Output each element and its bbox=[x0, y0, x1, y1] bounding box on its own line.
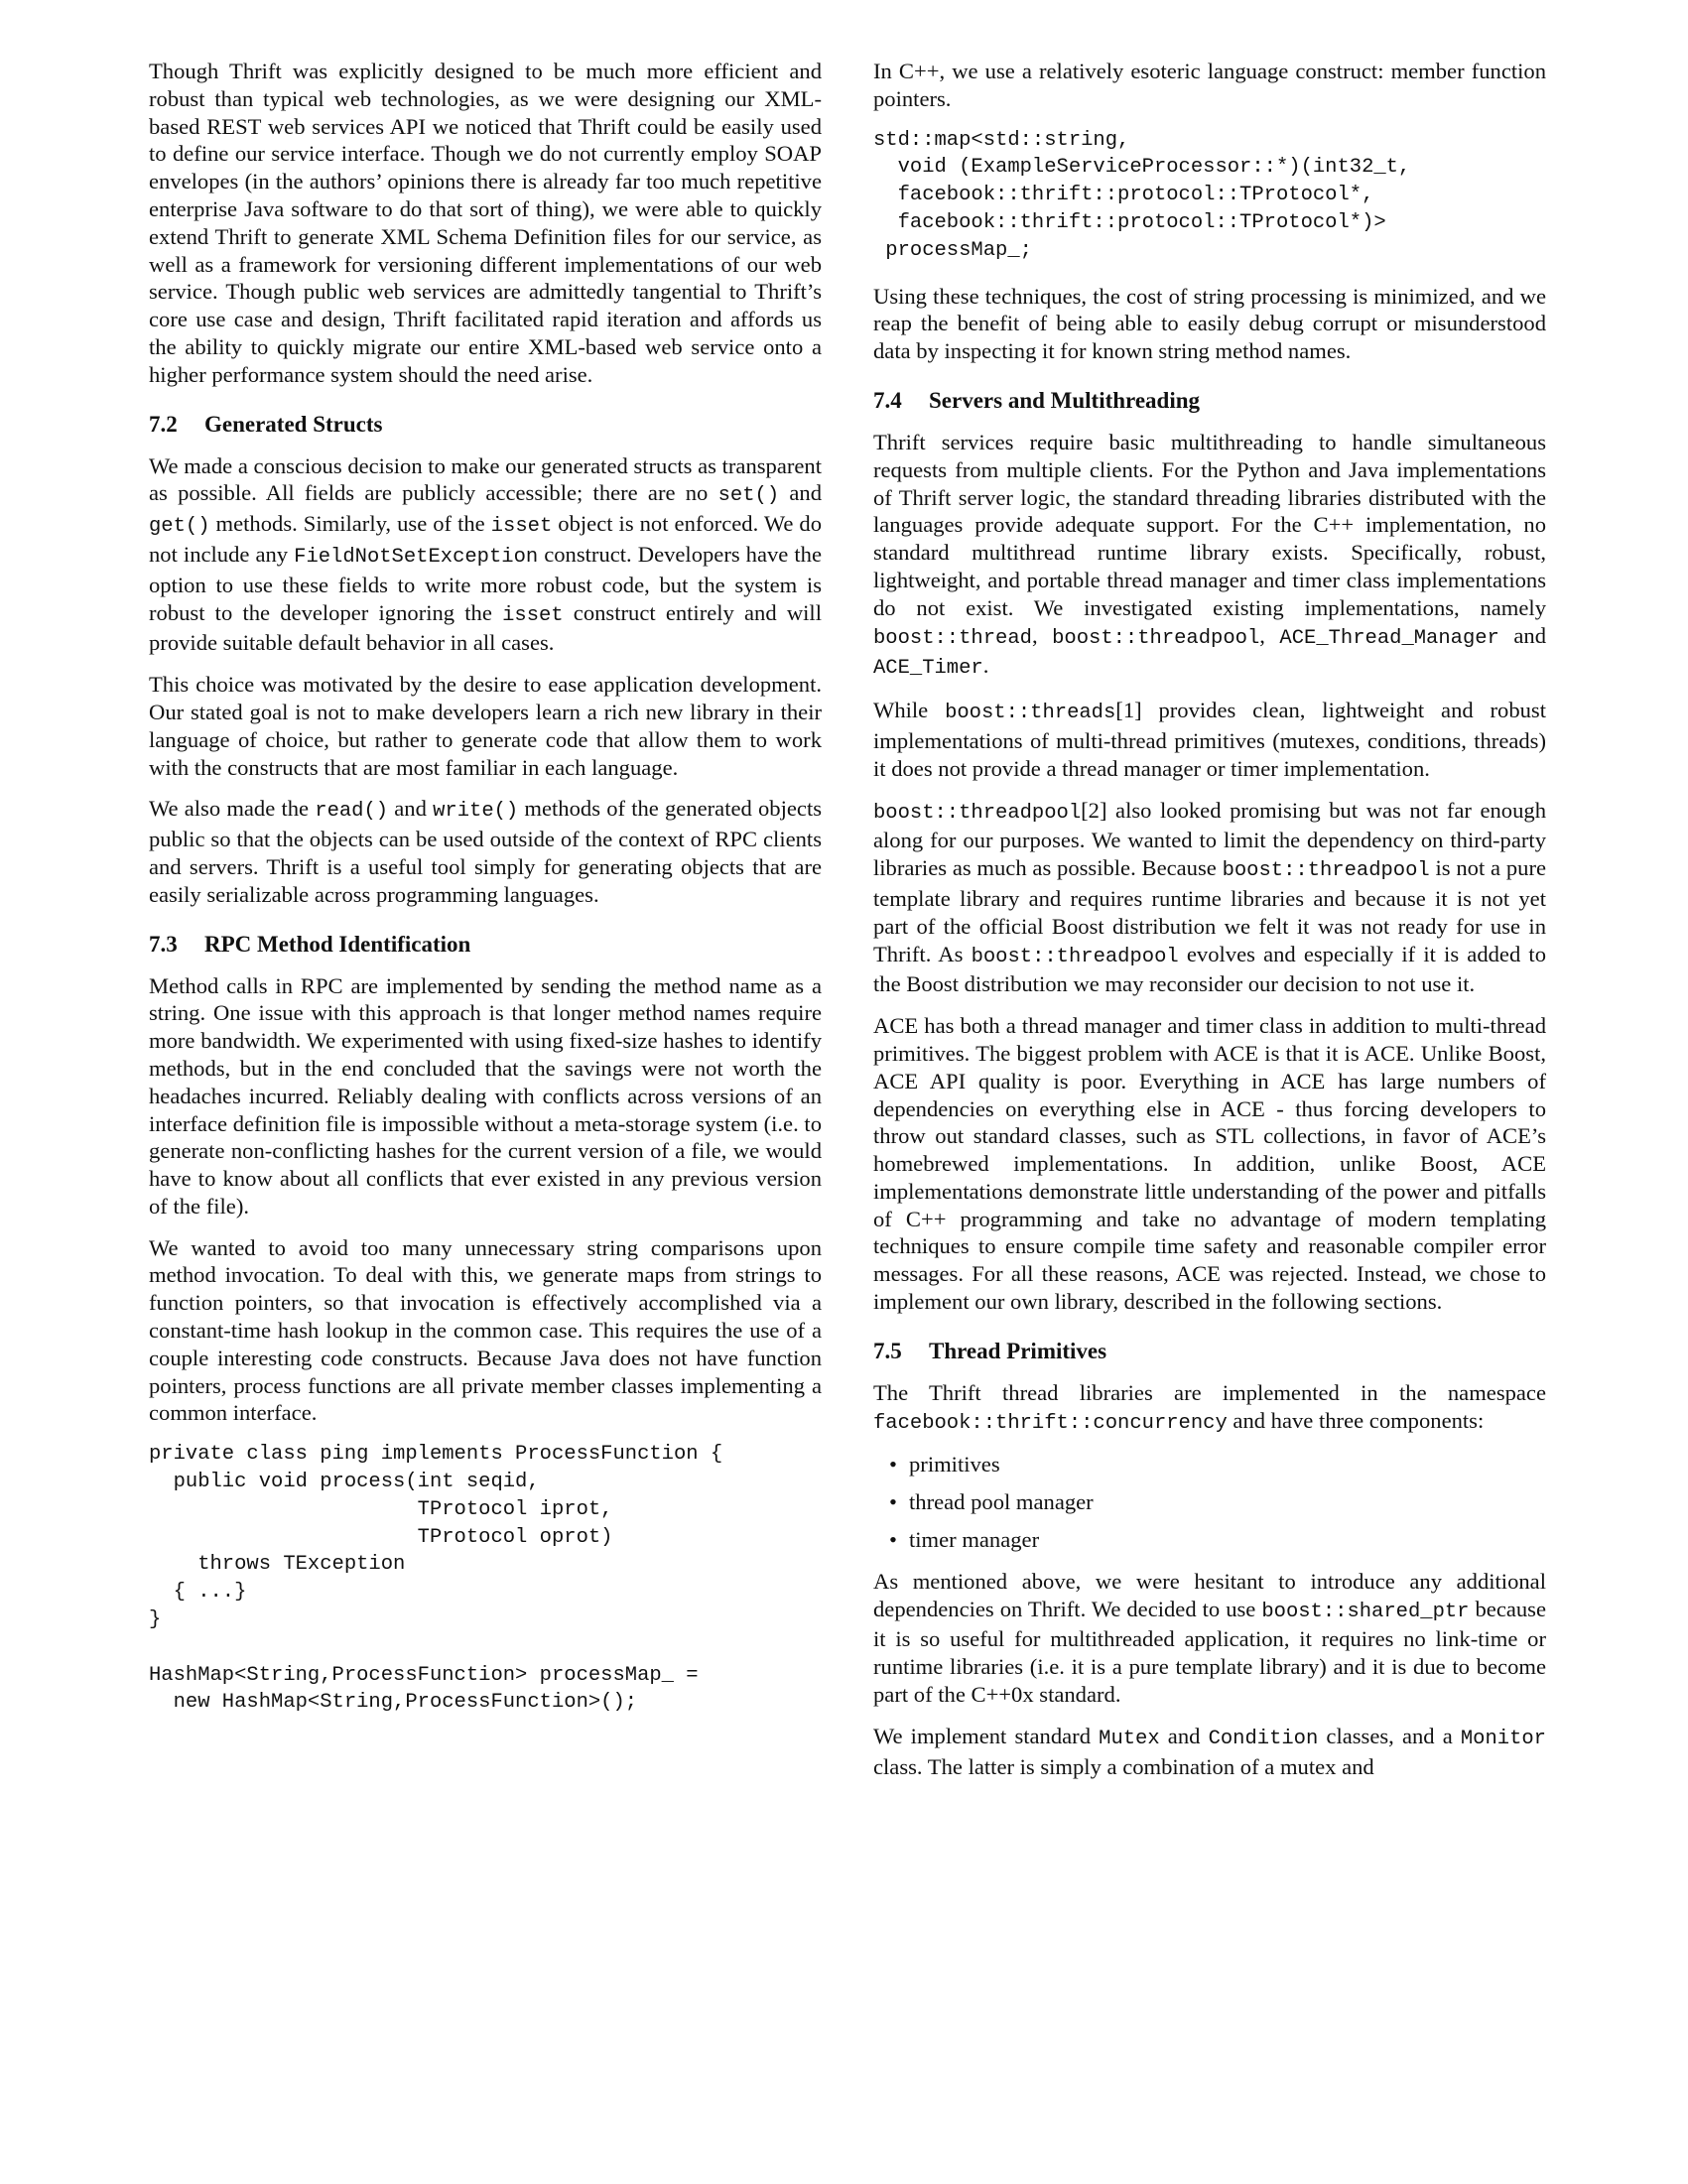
text: methods of the generated objects public so that the objects can be used outside of the context of RPC clients and servers. Thrift is a useful tool simply for generating objects that are easily serializable across programming languages. bbox=[149, 796, 823, 907]
left-column bbox=[149, 58, 822, 1734]
text: Though Thrift was explicitly designed to be much more efficient and robust than typical web technologies, as we were designing our XML-based REST web services API we noticed that Thrift could be easily used to define our service interface. Though we do not currently employ SOAP envelopes (in the authors’ opinions there is already far too much repetitive enterprise Java software to do that sort of thing), we were able to quickly extend Thrift to generate XML Schema Definition files for our service, as well as a framework for versioning different implementations of our web service. Though public web services are admittedly tangential to Thrift’s core use case and design, Thrift facilitated rapid iteration and affords us the ability to quickly migrate our entire XML-based web service onto a higher performance system should the need arise. bbox=[149, 59, 822, 387]
text: In C++, we use a relatively esoteric language construct: member function pointers. bbox=[873, 59, 1546, 111]
text: object is not enforced. We do not include any bbox=[149, 511, 823, 567]
code-inline: facebook::thrift::concurrency bbox=[873, 1411, 1228, 1435]
text: classes, and a bbox=[1318, 1723, 1461, 1748]
code-inline: Condition bbox=[1208, 1727, 1319, 1750]
text: and bbox=[779, 480, 822, 506]
code-inline: boost::threadpool bbox=[1052, 626, 1260, 650]
section-heading-7-5 bbox=[873, 1338, 1546, 1365]
text: is not a pure template library and requires runtime libraries and because it is not yet part of the official Boost distribution we felt it was not ready for use in Thrift. As bbox=[873, 855, 1546, 966]
text: We made a conscious decision to make our generated structs as transparent as possible. All fields are publicly accessible; there are no bbox=[149, 452, 822, 506]
section-number: 7.2 bbox=[149, 411, 178, 437]
text: We wanted to avoid too many unnecessary string comparisons upon method invocation. To deal with this, we generate maps from strings to function pointers, so that invocation is effectively accomplished via a constant-time hash lookup in the common case. This requires the use of a couple interesting code constructs. Because Java does not have function pointers, process functions are all private member classes implementing a common interface. bbox=[149, 1234, 822, 1426]
section-heading-7-3 bbox=[149, 931, 822, 959]
code-inline: boost::threads bbox=[945, 702, 1116, 725]
code-inline: FieldNotSetException bbox=[294, 545, 539, 569]
paragraph-thread-primitives-1 bbox=[873, 1379, 1546, 1438]
text: . bbox=[982, 653, 989, 679]
code-inline: write() bbox=[433, 800, 519, 824]
text: methods. Similarly, use of the bbox=[209, 511, 491, 537]
bullet-icon: • bbox=[889, 1527, 897, 1553]
paragraph-multithreading-1 bbox=[873, 429, 1546, 683]
list-item bbox=[889, 1451, 1546, 1478]
text: Thrift services require basic multithreading to handle simultaneous requests from multiple clients. For the Python and Java implementations of Thrift server logic, the standard threading libraries distributed with the languages provide adequate support. For the C++ implementation, no standard multithread runtime library exists. Specifically, robust, lightweight, and portable thread manager and timer class implementations do not exist. We investigated existing implementations, namely bbox=[873, 429, 1546, 620]
text: because it is so useful for multithreaded application, it requires no link-time or runtime libraries (i.e. it is a pure template library) and it is due to become part of the C++0x standard. bbox=[873, 1596, 1546, 1708]
code-inline: boost::thread bbox=[873, 626, 1032, 650]
paragraph-string-cost bbox=[873, 283, 1546, 365]
paragraph-rpc-method-1 bbox=[149, 972, 822, 1220]
paragraph-thread-primitives-3 bbox=[873, 1723, 1546, 1781]
paragraph-generated-structs-3 bbox=[149, 795, 822, 908]
right-column bbox=[873, 58, 1546, 1794]
list-item-label: thread pool manager bbox=[909, 1489, 1094, 1515]
code-inline: set() bbox=[717, 484, 780, 508]
section-heading-7-2 bbox=[149, 411, 822, 439]
code-inline: ACE_Thread_Manager bbox=[1279, 626, 1499, 650]
text: While bbox=[873, 698, 946, 723]
list-item-label: timer manager bbox=[909, 1527, 1040, 1553]
text: and bbox=[388, 796, 434, 822]
section-number: 7.5 bbox=[873, 1338, 902, 1363]
paragraph-xml-services bbox=[149, 58, 822, 389]
code-inline: read() bbox=[315, 800, 389, 824]
section-title: Servers and Multithreading bbox=[929, 387, 1201, 413]
text: and have three components: bbox=[1227, 1407, 1485, 1433]
code-inline: get() bbox=[149, 515, 210, 539]
code-inline: boost::threadpool bbox=[1222, 859, 1430, 883]
code-inline: ACE_Timer bbox=[873, 657, 983, 681]
code-inline: isset bbox=[490, 515, 553, 539]
text: [2] also looked promising but was not far enough along for our purposes. We wanted to limit the dependency on third-party libraries as much as possible. Because bbox=[873, 797, 1546, 881]
paragraph-generated-structs-2 bbox=[149, 671, 822, 781]
text: ACE has both a thread manager and timer class in addition to multi-thread primitives. The biggest problem with ACE is that it is ACE. Unlike Boost, ACE API quality is poor. Everything in ACE has large numbers of dependencies on everything else in ACE - thus forcing developers to throw out standard classes, such as STL collections, in favor of ACE’s homebrewed implementations. In addition, unlike Boost, ACE implementations demonstrate little understanding of the power and pitfalls of C++ programming and take no advantage of modern templating techniques to ensure compile time safety and reasonable compiler error messages. For all these reasons, ACE was rejected. Instead, we chose to implement our own library, described in the following sections. bbox=[873, 1013, 1546, 1315]
text: The Thrift thread libraries are implemented in the namespace bbox=[873, 1379, 1546, 1405]
text: Using these techniques, the cost of string processing is minimized, and we reap the benefit of being able to easily debug corrupt or misunderstood data by inspecting it for known string method names. bbox=[873, 283, 1546, 364]
section-title: Generated Structs bbox=[204, 411, 383, 437]
text: We also made the bbox=[149, 796, 316, 822]
paragraph-cpp-intro bbox=[873, 58, 1546, 113]
text: Method calls in RPC are implemented by sending the method name as a string. One issue with this approach is that longer method names require more bandwidth. We experimented with using fixed-size hashes to identify methods, but in the end concluded that the savings were not worth the headaches incurred. Reliably dealing with conflicts across versions of an interface definition file is impossible without a meta-storage system (i.e. to generate non-conflicting hashes for the current version of a file, we would have to know about all conflicts that ever existed in any previous version of the file). bbox=[149, 972, 822, 1219]
text: evolves and especially if it is added to the Boost distribution we may reconsider our decision to not use it. bbox=[873, 941, 1546, 997]
list-item bbox=[889, 1488, 1546, 1516]
code-inline: boost::shared_ptr bbox=[1261, 1600, 1470, 1623]
code-inline: Monitor bbox=[1460, 1727, 1546, 1750]
text: , bbox=[1259, 622, 1280, 648]
text: class. The latter is simply a combination of a mutex and bbox=[873, 1753, 1374, 1779]
list-item-label: primitives bbox=[909, 1452, 1000, 1477]
text: , bbox=[1031, 622, 1053, 648]
text: construct. Developers have the option to use these fields to write more robust code, but the system is robust to the developer ignoring the bbox=[149, 541, 822, 625]
text: This choice was motivated by the desire to ease application development. Our stated goal is not to make developers learn a rich new library in their language of choice, but rather to generate code that allow them to work with the constructs that are most familiar in each language. bbox=[149, 672, 822, 780]
list-item bbox=[889, 1526, 1546, 1554]
text: and bbox=[1498, 622, 1546, 648]
paragraph-thread-primitives-2 bbox=[873, 1568, 1546, 1709]
code-block-java: private class ping implements ProcessFunction { public void process(int seqid, TProtocol iprot, TProtocol oprot) throws TException { ...} } HashMap<String,ProcessFunction> processMap_ = new HashMap<String,ProcessFunction>(); bbox=[149, 1443, 723, 1715]
paragraph-multithreading-2 bbox=[873, 697, 1546, 782]
code-inline: boost::threadpool bbox=[971, 945, 1179, 968]
paragraph-multithreading-3 bbox=[873, 797, 1546, 999]
paragraph-multithreading-4 bbox=[873, 1012, 1546, 1316]
text: construct entirely and will provide suitable default behavior in all cases. bbox=[149, 599, 822, 656]
section-number: 7.4 bbox=[873, 387, 902, 413]
text: We implement standard bbox=[873, 1723, 1100, 1748]
text: As mentioned above, we were hesitant to introduce any additional dependencies on Thrift. We decided to use bbox=[873, 1568, 1546, 1621]
section-title: Thread Primitives bbox=[929, 1338, 1107, 1363]
text: [1] provides clean, lightweight and robust implementations of multi-thread primitives (mutexes, conditions, threads) it does not provide a thread manager or timer implementation. bbox=[873, 698, 1547, 781]
component-list bbox=[873, 1451, 1546, 1553]
bullet-icon: • bbox=[889, 1489, 897, 1515]
code-inline: boost::threadpool bbox=[873, 801, 1082, 825]
paragraph-rpc-method-2 bbox=[149, 1234, 822, 1428]
section-heading-7-4 bbox=[873, 387, 1546, 415]
section-title: RPC Method Identification bbox=[204, 931, 471, 957]
section-number: 7.3 bbox=[149, 931, 178, 957]
text: and bbox=[1159, 1723, 1209, 1748]
code-inline: Mutex bbox=[1099, 1727, 1160, 1750]
bullet-icon: • bbox=[889, 1452, 897, 1477]
code-inline: isset bbox=[502, 603, 564, 627]
paragraph-generated-structs-1 bbox=[149, 452, 822, 658]
code-block-cpp: std::map<std::string, void (ExampleServiceProcessor::*)(int32_t, facebook::thrift::protocol::TProtocol*, facebook::thrift::protocol::TProtocol*)> processMap_; bbox=[873, 128, 1411, 262]
